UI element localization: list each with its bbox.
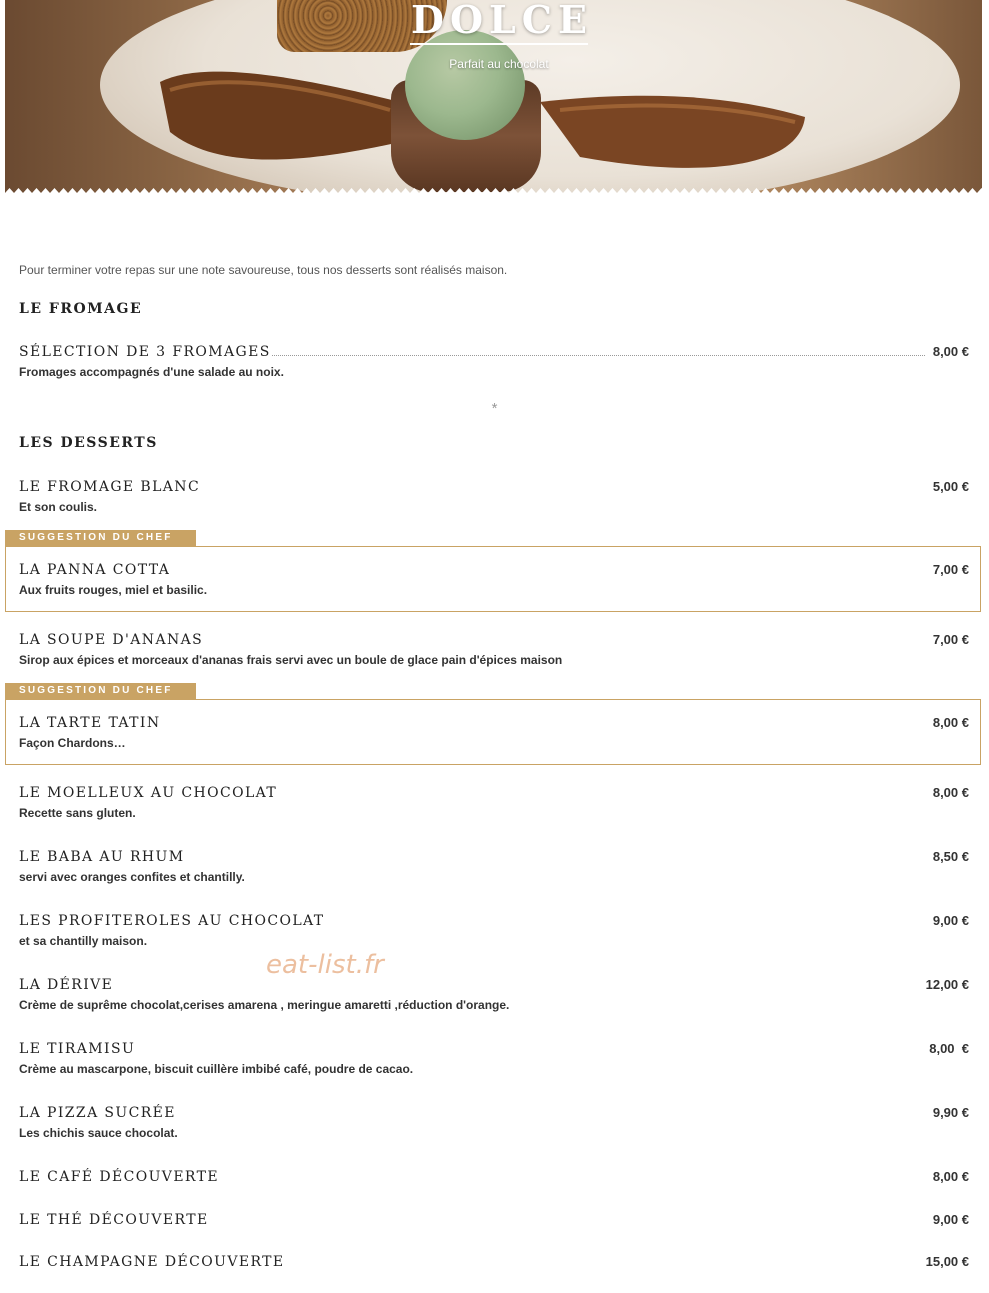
item-description: Et son coulis. <box>19 500 98 514</box>
section-title-fromage: LE FROMAGE <box>19 301 143 317</box>
menu-item <box>19 478 969 518</box>
hero-title-underline <box>410 43 588 45</box>
item-name: LE MOELLEUX AU CHOCOLAT <box>19 785 278 801</box>
item-name: LA DÉRIVE <box>19 977 114 993</box>
item-price: 15,00 € <box>925 1254 969 1269</box>
item-name: LE TIRAMISU <box>19 1041 136 1057</box>
menu-item <box>19 1104 969 1144</box>
menu-item <box>19 848 969 888</box>
item-price: 8,50 € <box>932 849 969 864</box>
item-name: LE THÉ DÉCOUVERTE <box>19 1212 209 1228</box>
item-description: Sirop aux épices et morceaux d'ananas frais servi avec un boule de glace pain d'épices maison <box>19 653 563 667</box>
item-description: Crème au mascarpone, biscuit cuillère imbibé café, poudre de cacao. <box>19 1062 414 1076</box>
item-price: 12,00 € <box>925 977 969 992</box>
item-name: SÉLECTION DE 3 FROMAGES <box>19 344 271 360</box>
item-name: LE BABA AU RHUM <box>19 849 185 865</box>
item-price: 9,00 € <box>932 1212 969 1227</box>
menu-item <box>19 1253 969 1293</box>
basil-ice-cream-image <box>405 30 525 140</box>
chef-suggestion-tag: SUGGESTION DU CHEF <box>5 530 196 546</box>
item-price: 8,00 € <box>929 1041 969 1056</box>
menu-item <box>19 1040 969 1080</box>
menu-item <box>19 1168 969 1208</box>
item-price: 7,00 € <box>932 632 969 647</box>
item-description: Recette sans gluten. <box>19 806 136 820</box>
item-name: LA TARTE TATIN <box>19 715 161 731</box>
section-title-desserts: LES DESSERTS <box>19 435 158 451</box>
item-name: LE CAFÉ DÉCOUVERTE <box>19 1169 219 1185</box>
menu-item <box>19 784 969 824</box>
hero-caption: Parfait au chocolat <box>449 57 549 71</box>
item-description: Les chichis sauce chocolat. <box>19 1126 178 1140</box>
item-price: 8,00 € <box>932 1169 969 1184</box>
dot-leader <box>261 355 925 356</box>
item-price: 8,00 € <box>932 715 969 730</box>
item-description: Crème de suprême chocolat,cerises amarena , meringue amaretti ,réduction d'orange. <box>19 998 510 1012</box>
item-price: 8,00 € <box>932 785 969 800</box>
menu-item <box>19 343 969 383</box>
item-price: 5,00 € <box>932 479 969 494</box>
item-price: 9,90 € <box>932 1105 969 1120</box>
item-price: 8,00 € <box>932 344 969 359</box>
intro-text: Pour terminer votre repas sur une note savoureuse, tous nos desserts sont réalisés maison. <box>19 263 508 277</box>
item-description: servi avec oranges confites et chantilly. <box>19 870 245 884</box>
item-description: Fromages accompagnés d'une salade au noix. <box>19 365 284 379</box>
hero-title: DOLCE <box>411 0 593 42</box>
watermark-text: eat-list.fr <box>266 950 384 980</box>
hero-banner <box>5 0 982 196</box>
section-separator: * <box>491 400 498 417</box>
wave-edge <box>5 187 982 196</box>
menu-item <box>19 631 969 671</box>
item-description: Aux fruits rouges, miel et basilic. <box>19 583 208 597</box>
menu-item <box>19 976 969 1016</box>
menu-item <box>19 1211 969 1251</box>
item-description: Façon Chardons… <box>19 736 126 750</box>
menu-item <box>19 912 969 952</box>
item-name: LE CHAMPAGNE DÉCOUVERTE <box>19 1254 285 1270</box>
item-name: LA PIZZA SUCRÉE <box>19 1105 176 1121</box>
item-description: et sa chantilly maison. <box>19 934 148 948</box>
item-price: 7,00 € <box>932 562 969 577</box>
item-price: 9,00 € <box>932 913 969 928</box>
item-name: LES PROFITEROLES AU CHOCOLAT <box>19 913 325 929</box>
menu-item-featured <box>19 561 969 601</box>
item-name: LA PANNA COTTA <box>19 562 171 578</box>
menu-item-featured <box>19 714 969 754</box>
chef-suggestion-tag: SUGGESTION DU CHEF <box>5 683 196 699</box>
item-name: LA SOUPE D'ANANAS <box>19 632 204 648</box>
item-name: LE FROMAGE BLANC <box>19 479 201 495</box>
